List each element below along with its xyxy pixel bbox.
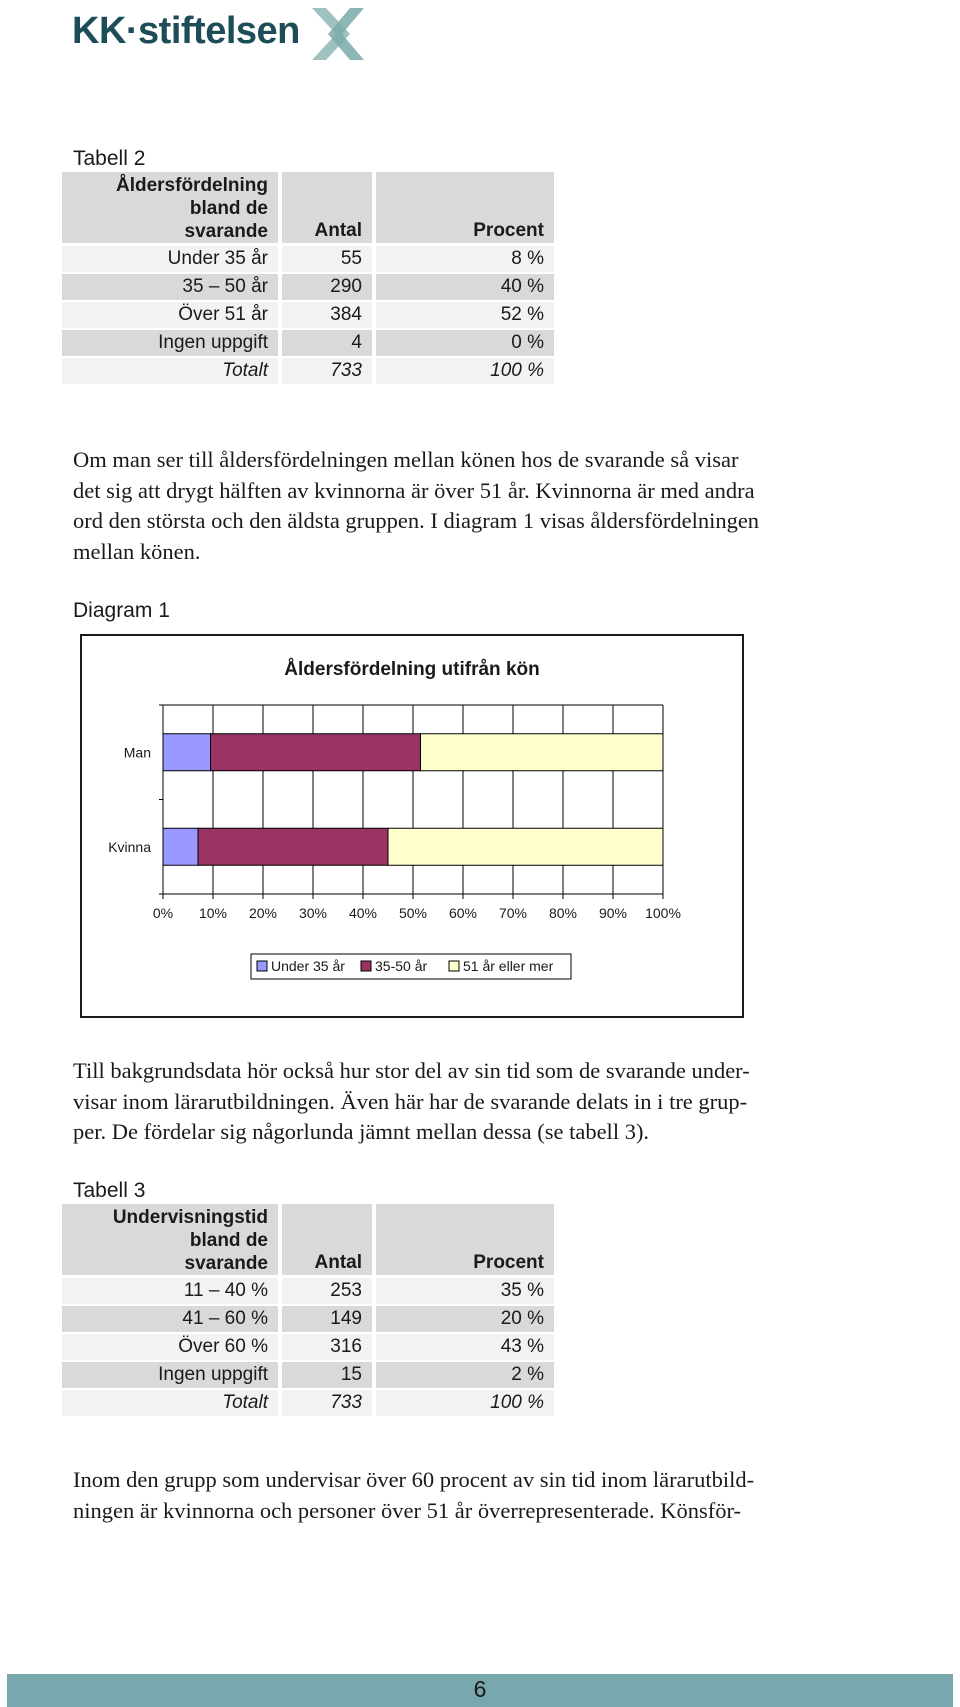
legend-swatch — [361, 961, 371, 971]
stacked-bar-chart — [82, 636, 742, 1016]
legend-swatch — [257, 961, 267, 971]
legend-label: 35-50 år — [375, 958, 428, 974]
legend-label: Under 35 år — [271, 958, 345, 974]
legend-label: 51 år eller mer — [463, 958, 554, 974]
x-tick-label: 60% — [448, 905, 478, 921]
page-number: 6 — [473, 1676, 487, 1702]
legend-swatch — [449, 961, 459, 971]
body-paragraph: Inom den grupp som undervisar över 60 procent av sin tid inom lärarutbild- ningen är kvinnorna och personer över 51 år överrepresenterade. Könsför- — [73, 1467, 755, 1523]
chart-frame — [80, 634, 744, 1018]
table-header-cell: Procent — [376, 1204, 554, 1275]
x-tick-label: 20% — [248, 905, 278, 921]
table-header-cell: Undervisningstid bland de svarande — [62, 1204, 278, 1275]
x-tick-label: 30% — [298, 905, 328, 921]
chevron-logo-icon — [310, 4, 390, 64]
body-paragraph: Till bakgrundsdata hör också hur stor del av sin tid som de svarande under- visar inom lärarutbildningen. Även här har de svarande delats in i tre grup- per. De fördelar sig någorlunda jämnt mellan dessa (se tabell 3). — [73, 1058, 750, 1144]
x-tick-label: 0% — [152, 905, 174, 921]
logo-text: KK·stiftelsen — [72, 10, 300, 52]
chart-title: Åldersfördelning utifrån kön — [284, 659, 540, 680]
bar-segment — [198, 828, 388, 865]
body-paragraph: Om man ser till åldersfördelningen mellan könen hos de svarande så visar det sig att drygt hälften av kvinnorna är över 51 år. Kvinnorna är med andra ord den största och den äldsta gruppen. I diagram 1 visas åldersfördelningen mellan könen. — [73, 447, 760, 564]
bar-segment — [388, 828, 663, 865]
table-header-cell: Åldersfördelning bland de svarande — [62, 172, 278, 243]
x-tick-label: 90% — [598, 905, 628, 921]
x-tick-label: 50% — [398, 905, 428, 921]
table-header-cell: Antal — [282, 172, 372, 243]
x-tick-label: 10% — [198, 905, 228, 921]
table2-caption: Tabell 2 — [73, 147, 146, 170]
x-tick-label: 80% — [548, 905, 578, 921]
category-label: Man — [123, 744, 151, 761]
table-header-cell: Procent — [376, 172, 554, 243]
x-tick-label: 100% — [645, 905, 681, 921]
bar-segment — [211, 734, 421, 771]
bar-segment — [163, 734, 211, 771]
table3-caption: Tabell 3 — [73, 1179, 146, 1202]
table-header-cell: Antal — [282, 1204, 372, 1275]
category-label: Kvinna — [108, 838, 151, 855]
bar-segment — [163, 828, 198, 865]
bar-segment — [421, 734, 664, 771]
x-tick-label: 70% — [498, 905, 528, 921]
diagram1-caption: Diagram 1 — [73, 599, 170, 622]
x-tick-label: 40% — [348, 905, 378, 921]
